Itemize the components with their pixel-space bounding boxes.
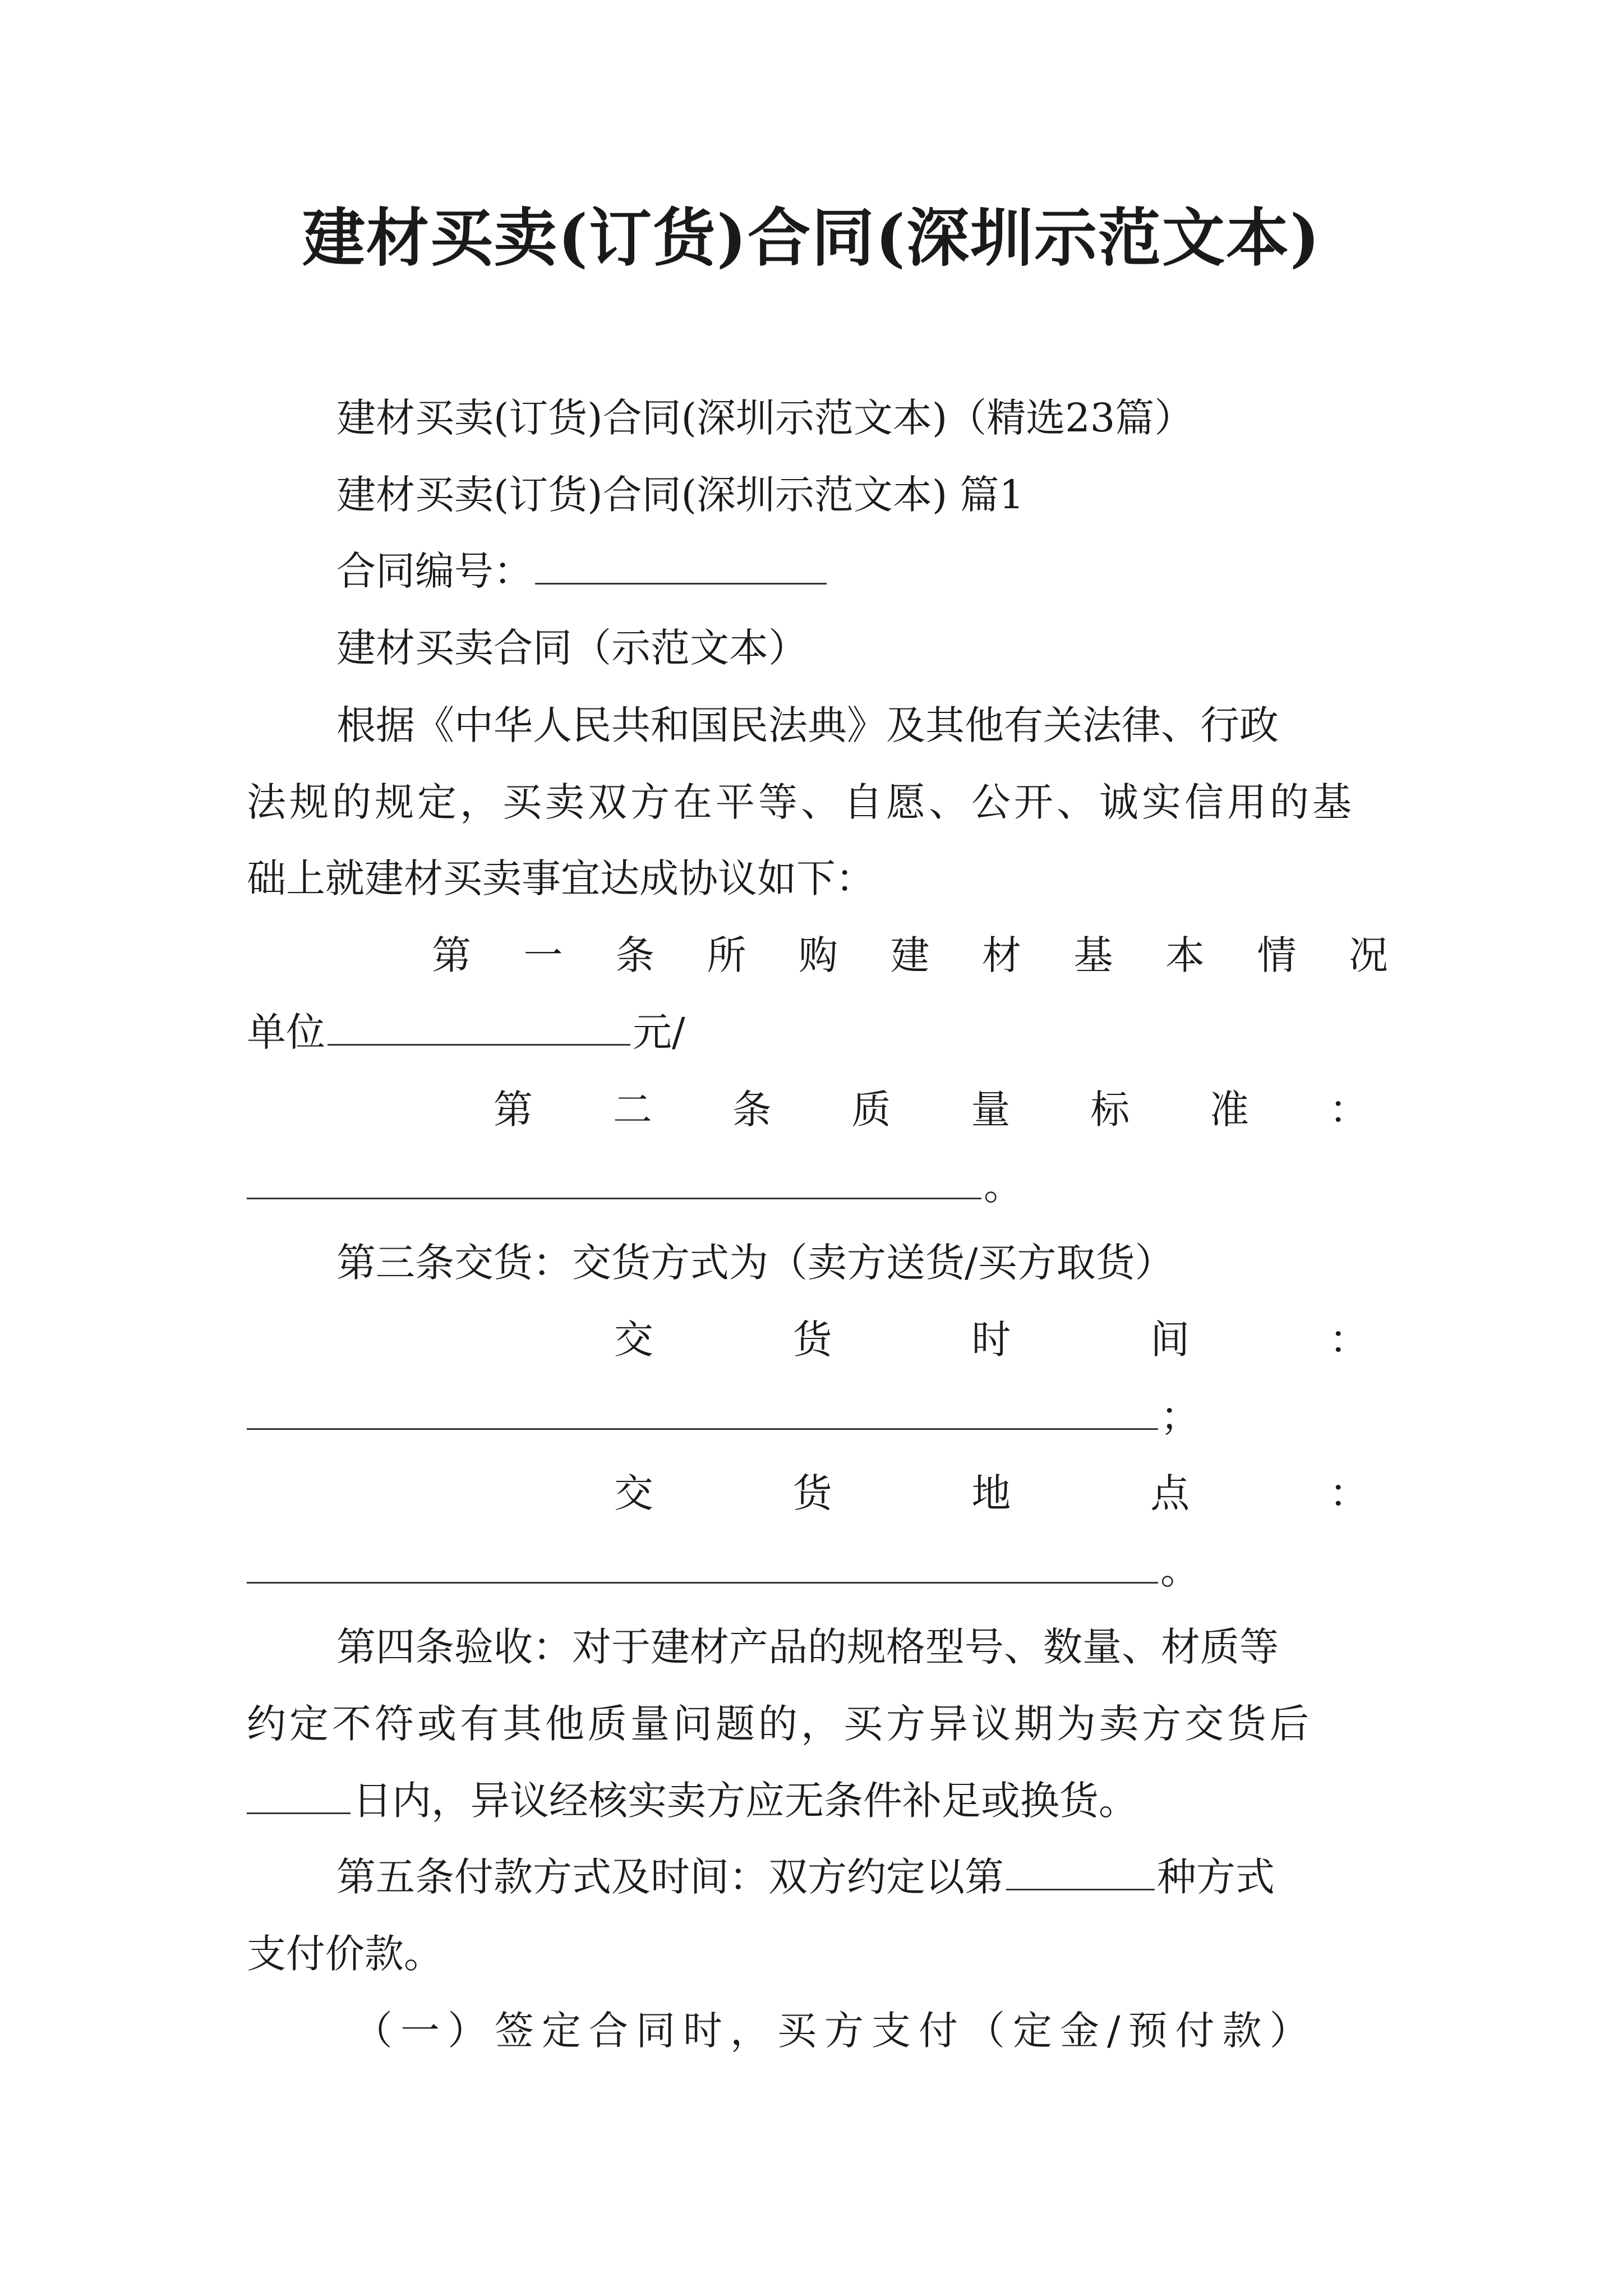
article2-char: 第 — [494, 1087, 533, 1133]
contract-number-line — [336, 543, 1388, 599]
contract-number-blank[interactable] — [535, 572, 827, 585]
article1-char: 本 — [1165, 932, 1205, 978]
objection-days-blank[interactable] — [247, 1801, 351, 1814]
delivery-place-char: 交 — [614, 1470, 653, 1516]
unit-price-blank[interactable] — [328, 1033, 630, 1046]
delivery-time-char: 间 — [1150, 1317, 1190, 1363]
article1-heading — [432, 927, 1388, 983]
delivery-time-char: 时 — [971, 1317, 1011, 1363]
paragraph-subtitle: 建材买卖(订货)合同(深圳示范文本)（精选23篇） — [336, 395, 1194, 441]
delivery-place-end: 。 — [1160, 1547, 1200, 1593]
article2-char: 条 — [732, 1087, 772, 1133]
article1-char: 购 — [799, 932, 838, 978]
delivery-time-char: 货 — [792, 1317, 832, 1363]
article4-line2: 约定不符或有其他质量问题的，买方异议期为卖方交货后 — [247, 1701, 1312, 1747]
delivery-place-char: 点 — [1150, 1470, 1190, 1516]
article5-line1 — [336, 1849, 1388, 1905]
document-title: 建材买卖(订货)合同(深圳示范文本) — [302, 201, 1321, 275]
article2-char: ： — [1329, 1087, 1368, 1133]
article2-end: 。 — [984, 1163, 1023, 1209]
article4-line1: 第四条验收：对于建材产品的规格型号、数量、材质等 — [336, 1624, 1279, 1670]
delivery-place-char: ： — [1329, 1470, 1368, 1516]
delivery-place-blank-line — [247, 1542, 1388, 1598]
delivery-time-blank-line — [247, 1388, 1388, 1444]
article2-char: 准 — [1210, 1087, 1249, 1133]
article1-char: 基 — [1073, 932, 1113, 978]
delivery-time-char: ： — [1329, 1317, 1368, 1363]
article5-line1-text: 第五条付款方式及时间：双方约定以第 — [336, 1854, 1004, 1900]
unit-label: 单位 — [247, 1009, 325, 1055]
article2-heading — [494, 1082, 1368, 1138]
article4-line3-text: 日内，异议经核实卖方应无条件补足或换货。 — [353, 1778, 1138, 1824]
delivery-time-char: 交 — [614, 1317, 653, 1363]
payment-method-blank[interactable] — [1006, 1878, 1155, 1890]
article2-char: 质 — [851, 1087, 891, 1133]
delivery-place-heading — [614, 1465, 1368, 1521]
article5-line2: 支付价款。 — [247, 1931, 443, 1977]
article1-char: 材 — [982, 932, 1021, 978]
article1-char: 情 — [1257, 932, 1297, 978]
paragraph-preamble-line1: 根据《中华人民共和国民法典》及其他有关法律、行政 — [336, 702, 1279, 748]
article1-char: 况 — [1349, 932, 1388, 978]
article1-char: 一 — [523, 932, 563, 978]
unit-currency: 元/ — [633, 1009, 685, 1055]
article3-line1: 第三条交货：交货方式为（卖方送货/买方取货） — [336, 1240, 1174, 1286]
delivery-place-char: 地 — [971, 1470, 1011, 1516]
paragraph-preamble-line3: 础上就建材买卖事宜达成协议如下： — [247, 855, 875, 901]
quality-standard-blank[interactable] — [247, 1186, 981, 1199]
delivery-time-blank[interactable] — [247, 1417, 1158, 1430]
article5-line1-end: 种方式 — [1157, 1854, 1275, 1900]
article2-char: 标 — [1090, 1087, 1130, 1133]
paragraph-section-heading: 建材买卖(订货)合同(深圳示范文本) 篇1 — [336, 472, 1025, 518]
article2-blank-line — [247, 1158, 1388, 1214]
article4-line3 — [247, 1773, 1388, 1829]
article5-subclause1: （一）签定合同时，买方支付（定金/预付款） — [353, 2008, 1317, 2054]
article1-unit-line — [247, 1004, 1388, 1060]
paragraph-preamble-line2: 法规的规定，买卖双方在平等、自愿、公开、诚实信用的基 — [247, 779, 1355, 825]
article1-char: 建 — [890, 932, 930, 978]
delivery-time-end: ； — [1160, 1393, 1200, 1439]
delivery-place-blank[interactable] — [247, 1571, 1158, 1584]
contract-number-label: 合同编号： — [336, 548, 533, 594]
article1-char: 条 — [615, 932, 654, 978]
delivery-time-heading — [614, 1312, 1368, 1368]
article1-char: 所 — [707, 932, 746, 978]
article2-char: 量 — [971, 1087, 1011, 1133]
delivery-place-char: 货 — [792, 1470, 832, 1516]
article2-char: 二 — [612, 1087, 652, 1133]
article1-char: 第 — [432, 932, 471, 978]
paragraph-contract-name: 建材买卖合同（示范文本） — [336, 625, 808, 671]
